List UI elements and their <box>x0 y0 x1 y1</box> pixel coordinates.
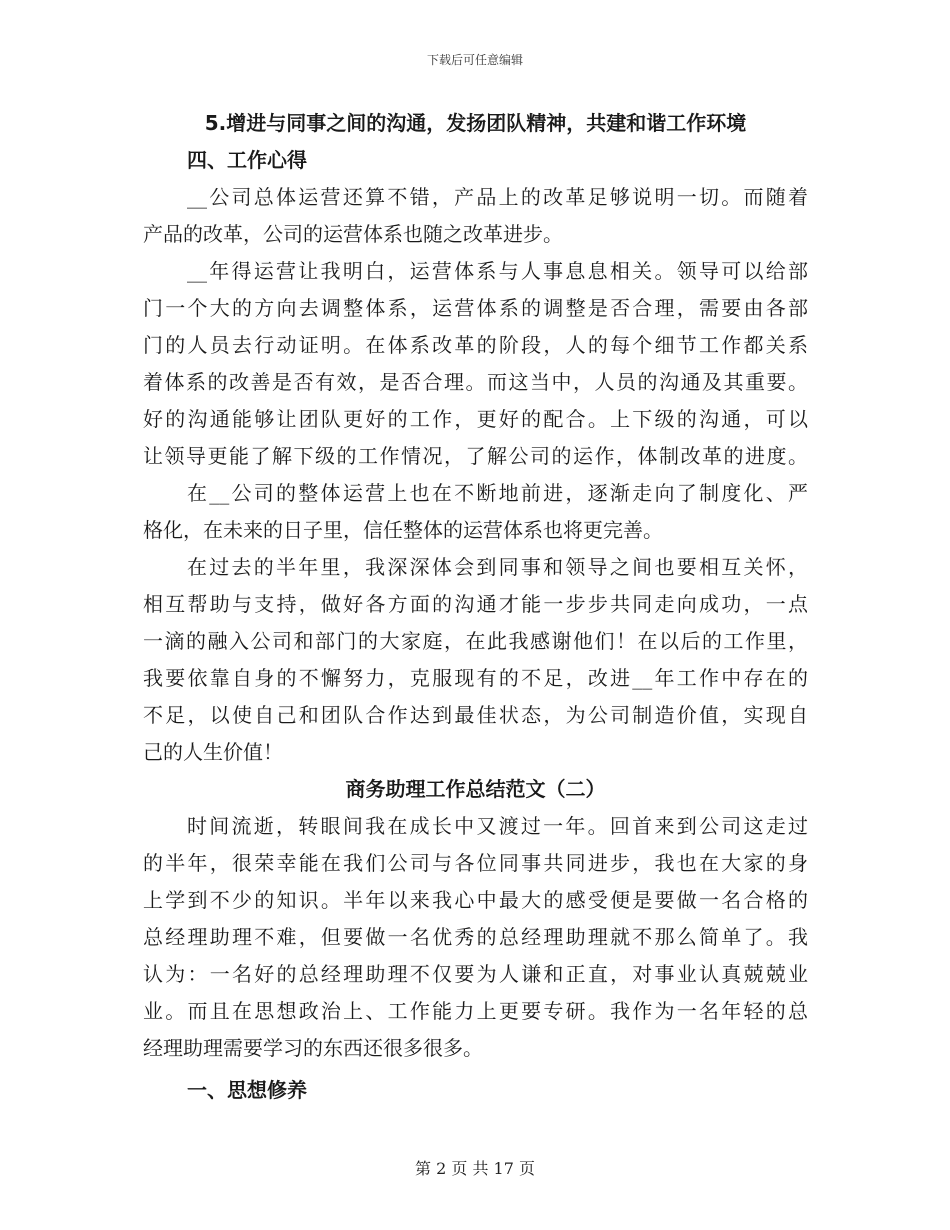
paragraph-line: 一滴的融入公司和部门的大家庭，在此我感谢他们！在以后的工作里， <box>143 629 808 653</box>
page-header: 下载后可任意编辑 <box>426 53 523 67</box>
paragraph-line: 己的人生价值！ <box>143 740 283 764</box>
paragraph-line: 好的沟通能够让团队更好的工作，更好的配合。上下级的沟通，可以 <box>143 407 808 431</box>
paragraph-line: 业。而且在思想政治上、工作能力上更要专研。我作为一名年轻的总 <box>143 999 808 1023</box>
section-heading-5: 5.增进与同事之间的沟通，发扬团队精神，共建和谐工作环境 <box>204 111 747 135</box>
paragraph-line: 让领导更能了解下级的工作情况，了解公司的运作，体制改革的进度。 <box>143 444 808 468</box>
section-heading-four: 四、工作心得 <box>187 148 307 172</box>
paragraph-line: 的半年，很荣幸能在我们公司与各位同事共同进步，我也在大家的身 <box>143 851 808 875</box>
paragraph-line: 产品的改革，公司的运营体系也随之改革进步。 <box>143 222 563 246</box>
paragraph-line: 总经理助理不难，但要做一名优秀的总经理助理就不那么简单了。我 <box>143 925 808 949</box>
paragraph-line: 不足，以使自己和团队合作达到最佳状态，为公司制造价值，实现自 <box>143 703 808 727</box>
paragraph-line: __年得运营让我明白，运营体系与人事息息相关。领导可以给部 <box>187 259 808 283</box>
paragraph-line: 格化，在未来的日子里，信任整体的运营体系也将更完善。 <box>143 518 663 542</box>
paragraph-5 <box>143 808 808 1067</box>
paragraph-line: 时间流逝，转眼间我在成长中又渡过一年。回首来到公司这走过 <box>187 814 808 838</box>
document-title-two: 商务助理工作总结范文（二） <box>345 777 606 801</box>
paragraph-line: 门的人员去行动证明。在体系改革的阶段，人的每个细节工作都关系 <box>143 333 808 357</box>
paragraph-line: 认为：一名好的总经理助理不仅要为人谦和正直，对事业认真兢兢业 <box>143 962 808 986</box>
paragraph-line: 在过去的半年里，我深深体会到同事和领导之间也要相互关怀， <box>187 555 808 579</box>
paragraph-line: 门一个大的方向去调整体系，运营体系的调整是否合理，需要由各部 <box>143 296 808 320</box>
paragraph-line: __公司总体运营还算不错，产品上的改革足够说明一切。而随着 <box>187 185 808 209</box>
section-heading-one: 一、思想修养 <box>187 1078 307 1102</box>
paragraph-line: 我要依靠自身的不懈努力，克服现有的不足，改进__年工作中存在的 <box>143 666 808 690</box>
paragraph-1 <box>143 179 808 253</box>
paragraph-line: 在__公司的整体运营上也在不断地前进，逐渐走向了制度化、严 <box>187 481 808 505</box>
paragraph-4 <box>143 549 808 771</box>
paragraph-line: 着体系的改善是否有效，是否合理。而这当中，人员的沟通及其重要。 <box>143 370 808 394</box>
paragraph-3 <box>143 475 808 549</box>
paragraph-line: 经理助理需要学习的东西还很多很多。 <box>143 1036 483 1060</box>
paragraph-line: 上学到不少的知识。半年以来我心中最大的感受便是要做一名合格的 <box>143 888 808 912</box>
paragraph-line: 相互帮助与支持，做好各方面的沟通才能一步步共同走向成功，一点 <box>143 592 808 616</box>
paragraph-2 <box>143 253 808 475</box>
page-footer: 第 2 页 共 17 页 <box>415 1159 535 1178</box>
document-body <box>143 105 808 1109</box>
